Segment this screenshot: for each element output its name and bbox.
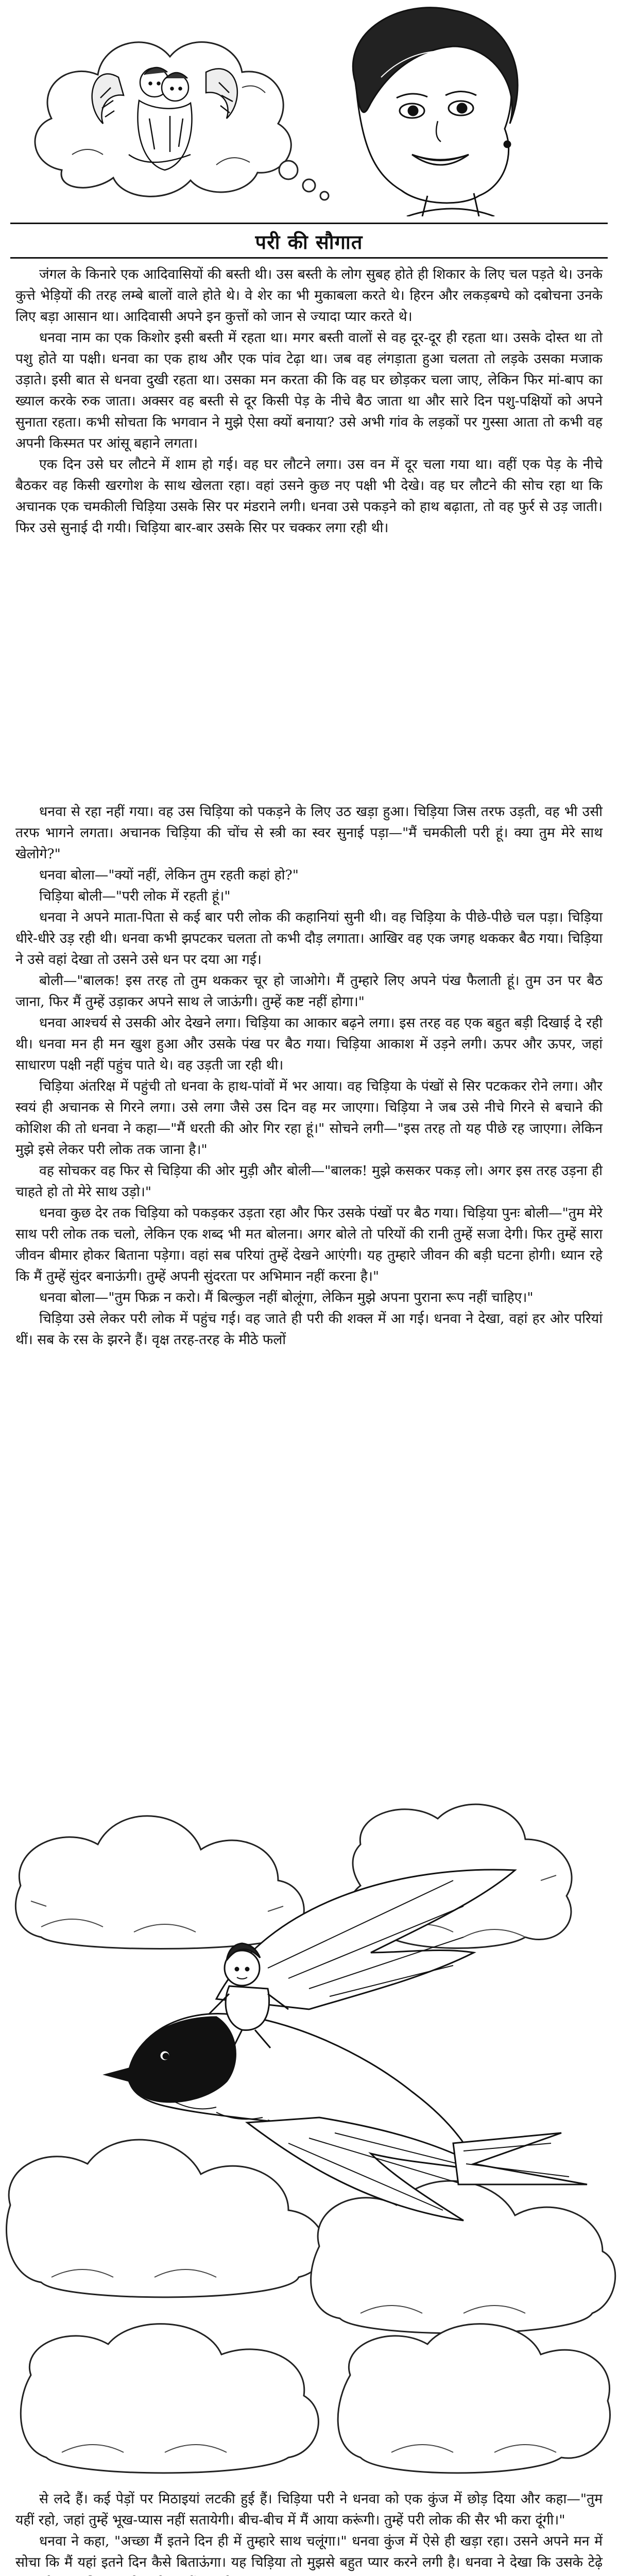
paragraph: धनवा ने अपने माता-पिता से कई बार परी लोक की कहानियां सुनी थी। वह चिड़िया के पीछे-पीछे चल पड़ा। चिड़िया धीरे-धीरे उड़ रही थी। धनवा कभी झपटकर चलता तो कभी दौड़ लगाता। आखिर वह एक जगह थककर बैठ गया। चिड़िया ने उसे वहां देखा तो उसने उसे धन पर दया आ गई। xyxy=(15,909,603,968)
paragraph: चिड़िया अंतरिक्ष में पहुंची तो धनवा के हाथ-पांवों में भर आया। वह चिड़िया के पंखों से सिर पटककर रोने लगा। और स्वयं ही अचानक से गिरने लगा। उसे लगा जैसे उस दिन वह मर जाएगा। चिड़िया ने जब उसे नीचे गिरने से बचाने की कोशिश की तो धनवा ने कहा—"मैं धरती की ओर गिर रहा हूं।" सोचने लगी—"इस तरह तो यह पीछे रह जाएगा। लेकिन मुझे इसे लेकर परी लोक तक जाना है।" xyxy=(15,1078,603,1158)
paragraph: धनवा बोला—"तुम फिक्र न करो। मैं बिल्कुल नहीं बोलूंगा, लेकिन मुझे अपना पुराना रूप नहीं चाहिए।" xyxy=(39,1290,534,1306)
story-title: परी की सौगात xyxy=(255,230,363,253)
story-section-1 xyxy=(15,264,603,538)
title-bar xyxy=(10,223,608,259)
paragraph: धनवा नाम का एक किशोर इसी बस्ती में रहता था। मगर बस्ती वालों से वह दूर-दूर ही रहता था। उसके दोस्त था तो पशु होते या पक्षी। धनवा का एक हाथ और एक पांव टेढ़ा था। जब वह लंगड़ाता हुआ चलता तो लड़के उसका मजाक उड़ाते। इसी बात से धनवा दुखी रहता था। उसका मन करता की कि वह घर छोड़कर चला जाए, लेकिन फिर मां-बाप का ख्याल करके रुक जाता। अक्सर वह बस्ती से दूर किसी पेड़ के नीचे बैठ जाता था और सारे दिन पशु-पक्षियों को अपने सुनाता रहता। कभी सोचता कि भगवान ने मुझे ऐसा क्यों बनाया? उसे अभी गांव के लड़कों पर गुस्सा आता तो कभी वह अपनी किस्मत पर आंसू बहाने लगता। xyxy=(15,330,603,451)
story-section-2 xyxy=(15,801,603,1350)
girl-portrait xyxy=(353,8,518,216)
paragraph: से लदे हैं। कई पेड़ों पर मिठाइयां लटकी हुई हैं। चिड़िया परी ने धनवा को एक कुंज में छोड़ दिया और कहा—"तुम यहीं रहो, जहां तुम्हें भूख-प्यास नहीं सतायेगी। बीच-बीच में मैं आया करूंगी। तुम्हें परी लोक की सैर भी करा दूंगी।" xyxy=(15,2491,603,2528)
paragraph: धनवा कुछ देर तक चिड़िया को पकड़कर उड़ता रहा और फिर उसके पंखों पर बैठ गया। चिड़िया पुनः बोली—"तुम मेरे साथ परी लोक तक चलो, लेकिन एक शब्द भी मत बोलना। अगर बोले तो परियों की रानी तुम्हें सजा देगी। फिर तुम्हें सारा जीवन बीमार होकर बिताना पड़ेगा। वहां सब परियां तुम्हें देखने आएंगी। यह तुम्हारे जीवन की बड़ी घटना होगी। ध्यान रहे कि मैं तुम्हें सुंदर बनाऊंगी। तुम्हें अपनी सुंदरता पर अभिमान नहीं करना है।" xyxy=(15,1205,603,1284)
paragraph: बोली—"बालक! इस तरह तो तुम थककर चूर हो जाओगे। मैं तुम्हारे लिए अपने पंख फैलाती हूं। तुम उन पर बैठ जाना, फिर मैं तुम्हें उड़ाकर अपने साथ ले जाऊंगी। तुम्हें कष्ट नहीं होगा।" xyxy=(15,973,603,1010)
paragraph: वह सोचकर वह फिर से चिड़िया की ओर मुड़ी और बोली—"बालक! मुझे कसकर पकड़ लो। अगर इस तरह उड़ना ही चाहते हो तो मेरे साथ उड़ो।" xyxy=(15,1163,603,1200)
bird-flight-svg xyxy=(0,1783,618,2483)
header-illustration xyxy=(0,0,618,216)
paragraph: धनवा बोला—"क्यों नहीं, लेकिन तुम रहती कहां हो?" xyxy=(39,867,299,883)
paragraph: एक दिन उसे घर लौटने में शाम हो गई। वह घर लौटने लगा। उस वन में दूर चला गया था। वहीं एक पेड़ के नीचे बैठकर वह किसी खरगोश के साथ खेलता रहा। वहां उसने कुछ नए पक्षी भी देखे। वह घर लौटने की सोच रहा था कि अचानक एक चमकीली चिड़िया उसके सिर पर मंडराने लगी। धनवा उसे पकड़ने को हाथ बढ़ाता, तो वह फुर्र से उड़ जाती। फिर उसे सुनाई दी गयी। चिड़िया बार-बार उसके सिर पर चक्कर लगा रही थी। xyxy=(15,456,603,536)
paragraph: जंगल के किनारे एक आदिवासियों की बस्ती थी। उस बस्ती के लोग सुबह होते ही शिकार के लिए चल पड़ते थे। उनके कुत्ते भेड़ियों की तरह लम्बे बालों वाले होते थे। वे शेर का भी मुकाबला करते थे। हिरन और लकड़बग्घे को दबोचना उनके लिए बड़ा आसान था। आदिवासी अपने इन कुत्तों को जान से ज्यादा प्यार करते थे। xyxy=(15,266,603,325)
paragraph: चिड़िया बोली—"परी लोक में रहती हूं।" xyxy=(39,888,231,904)
paragraph: धनवा से रहा नहीं गया। वह उस चिड़िया को पकड़ने के लिए उठ खड़ा हुआ। चिड़िया जिस तरफ उड़ती, वह भी उसी तरफ भागने लगता। अचानक चिड़िया की चोंच से स्त्री का स्वर सुनाई पड़ा—"मैं चमकीली परी हूं। क्या तुम मेरे साथ खेलोगे?" xyxy=(15,804,603,862)
bird-flight-illustration xyxy=(0,1783,618,2483)
story-section-3 xyxy=(15,2488,603,2576)
header-illustration-svg xyxy=(0,0,618,216)
paragraph: धनवा ने कहा, "अच्छा मैं इतने दिन ही में तुम्हारे साथ चलूंगा।" धनवा कुंज में ऐसे ही खड़ा रहा। उसने अपने मन में सोचा कि मैं यहां इतने दिन कैसे बिताऊंगा। यह चिड़िया तो मुझसे बहुत प्यार करने लगी है। धनवा ने देखा कि उसके टेढ़े xyxy=(15,2533,603,2570)
paragraph: चिड़िया उसे लेकर परी लोक में पहुंच गई। वह जाते ही परी की शक्ल में आ गई। धनवा ने देखा, वहां हर ओर परियां थीं। सब के रस के झरने हैं। वृक्ष तरह-तरह के मीठे फलों xyxy=(15,1311,603,1348)
paragraph: धनवा आश्चर्य से उसकी ओर देखने लगा। चिड़िया का आकार बढ़ने लगा। इस तरह वह एक बहुत बड़ी दिखाई दे रही थी। धनवा मन ही मन खुश हुआ और उसके पंख पर बैठ गया। चिड़िया आकाश में उड़ने लगी। ऊपर और ऊपर, जहां साधारण पक्षी नहीं पहुंच पाते थे। वह उड़ती जा रही थी। xyxy=(15,1015,603,1073)
